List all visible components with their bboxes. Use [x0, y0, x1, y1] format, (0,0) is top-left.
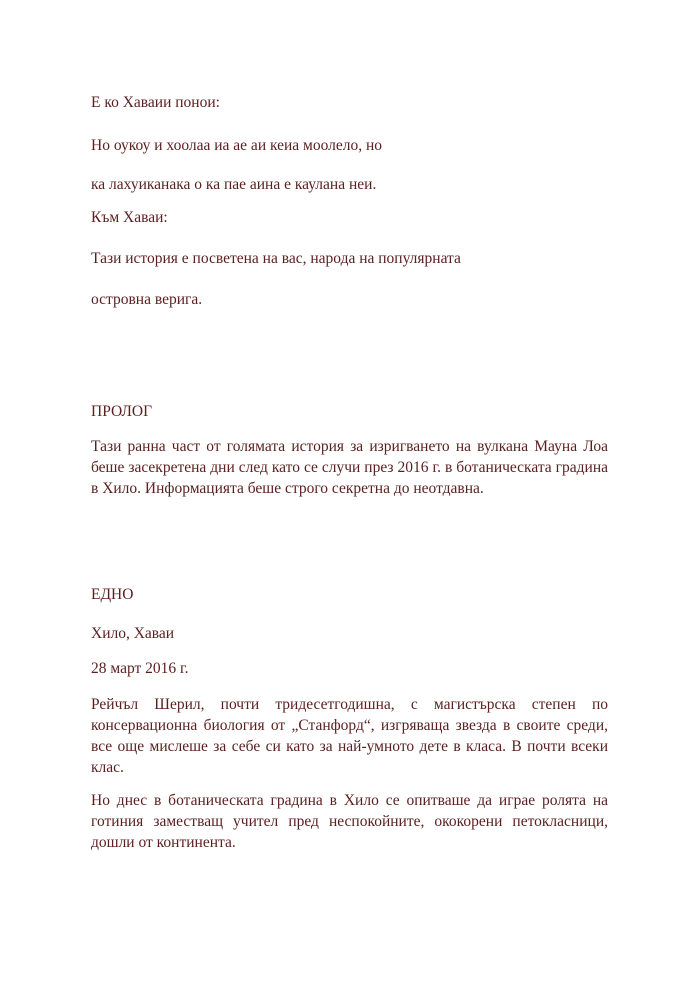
dedication-hawaiian-line-1: Но оукоу и хоолаа иа ае аи кеиа моолело, но	[91, 137, 383, 154]
prologue-heading: ПРОЛОГ	[91, 403, 153, 420]
dedication-hawaiian-line-2: ка лахуиканака о ка пае аина е каулана неи.	[91, 176, 377, 193]
dedication-hawaiian-heading: Е ко Хаваии понои:	[91, 94, 220, 111]
dedication-bulgarian-line-2: островна верига.	[91, 291, 203, 308]
chapter-location: Хило, Хаваи	[91, 625, 175, 642]
chapter-heading: ЕДНО	[91, 586, 134, 603]
chapter-paragraph-2: Но днес в ботаническата градина в Хило се опитваше да играе ролята на готиния заместващ учител пред неспокойните, ококорени петокласници, дошли от континента.	[91, 792, 608, 851]
chapter-date: 28 март 2016 г.	[91, 660, 189, 677]
chapter-paragraph-1: Рейчъл Шерил, почти тридесетгодишна, с магистърска степен по консервационна биология от „Станфорд“, изгряваща звезда в своите среди, все още мислеше за себе си като за най-умното дете в класа. В почти всеки клас.	[91, 696, 608, 776]
dedication-bulgarian-line-1: Тази история е посветена на вас, народа на популярната	[91, 250, 461, 267]
prologue-text: Тази ранна част от голямата история за изригването на вулкана Мауна Лоа беше засекретена дни след като се случи през 2016 г. в ботаническата градина в Хило. Информацията беше строго секретна до неотдавна.	[91, 438, 608, 497]
dedication-bulgarian-heading: Към Хаваи:	[91, 209, 168, 226]
